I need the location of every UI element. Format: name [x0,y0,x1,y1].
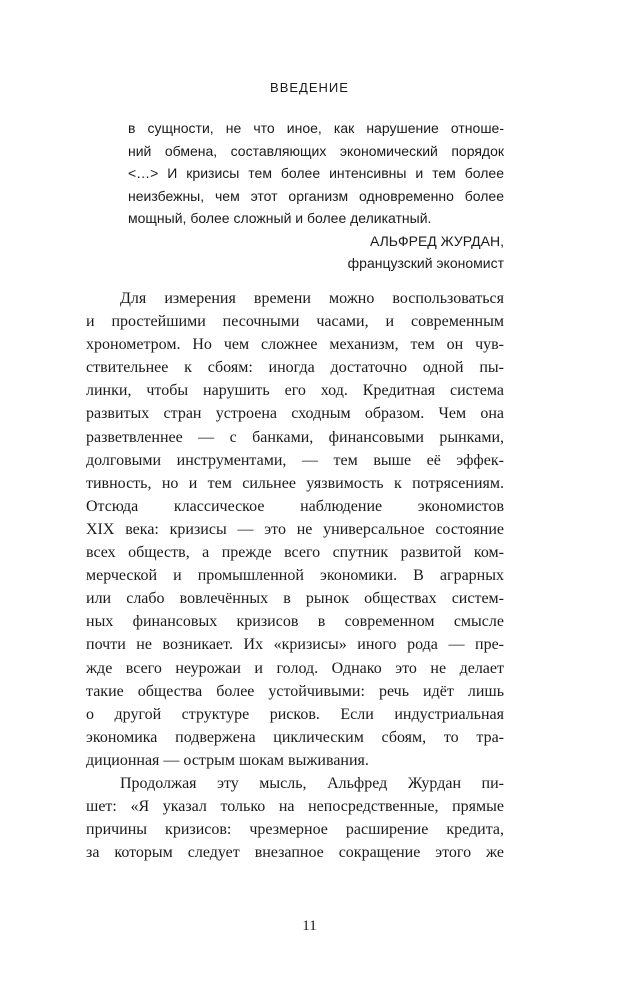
body-line: диционная — острым шокам выживания. [86,751,369,769]
body-line: линки, чтобы нарушить его ход. Кредитная система [86,382,504,400]
body-line: Продолжая эту мысль, Альфред Журдан пи- [120,774,504,792]
body-line: жде всего неурожаи и голод. Однако это не делает [86,659,504,677]
epigraph-line: ний обмена, составляющих экономический порядок [128,142,504,159]
body-text [86,287,504,864]
body-line: причины кризисов: чрезмерное расширение кредита, [86,821,504,839]
body-line: ствительнее к сбоям: иногда достаточно одной пы- [86,359,504,377]
body-line: шет: «Я указал только на непосредственные, прямые [86,798,504,816]
body-line: хронометром. Но чем сложнее механизм, тем он чув- [86,336,504,354]
body-line: всех обществ, а прежде всего спутник развитой ком- [86,544,504,562]
body-line: XIX века: кризисы — это не универсальное состояние [86,520,504,538]
body-line: такие общества более устойчивыми: речь идёт лишь [86,682,504,700]
body-line: долговыми инструментами, — тем выше её эффек- [86,451,504,469]
body-line: или слабо вовлечённых в рынок обществах систем- [86,590,504,608]
body-line: разветвленнее — с банками, финансовыми рынками, [86,428,504,446]
body-line: Для измерения времени можно воспользоваться [120,290,504,307]
body-line: и простейшими песочными часами, и современным [86,313,504,331]
body-line: почти не возникает. Их «кризисы» иного рода — пре- [86,636,504,654]
body-line: за которым следует внезапное сокращение этого же [86,844,504,862]
body-line: развитых стран устроена сходным образом. Чем она [86,405,504,423]
body-line: о другой структуре рисков. Если индустриальная [86,705,504,723]
epigraph-line: <…> И кризисы тем более интенсивны и тем более [128,165,504,181]
epigraph-line: в сущности, не что иное, как нарушение отноше- [128,120,504,136]
body-line: экономика подвержена циклическим сбоям, то тра- [86,728,504,746]
epigraph [128,117,504,275]
epigraph-line: неизбежны, чем этот организм одновременно более [128,187,504,204]
body-line: тивность, но и тем сильнее уязвимость к потрясениям. [86,474,504,492]
running-title: ВВЕДЕНИЕ [270,80,349,95]
page-number: 11 [302,918,317,934]
body-line: ных финансовых кризисов в современном смысле [86,613,504,631]
body-line: Отсюда классическое наблюдение экономистов [86,497,504,515]
epigraph-author-role: французский экономист [347,255,504,271]
epigraph-line: мощный, более сложный и более деликатный. [128,210,432,226]
epigraph-author: АЛЬФРЕД ЖУРДАН, [369,232,504,249]
body-line: мерческой и промышленной экономики. В аграрных [86,567,504,585]
